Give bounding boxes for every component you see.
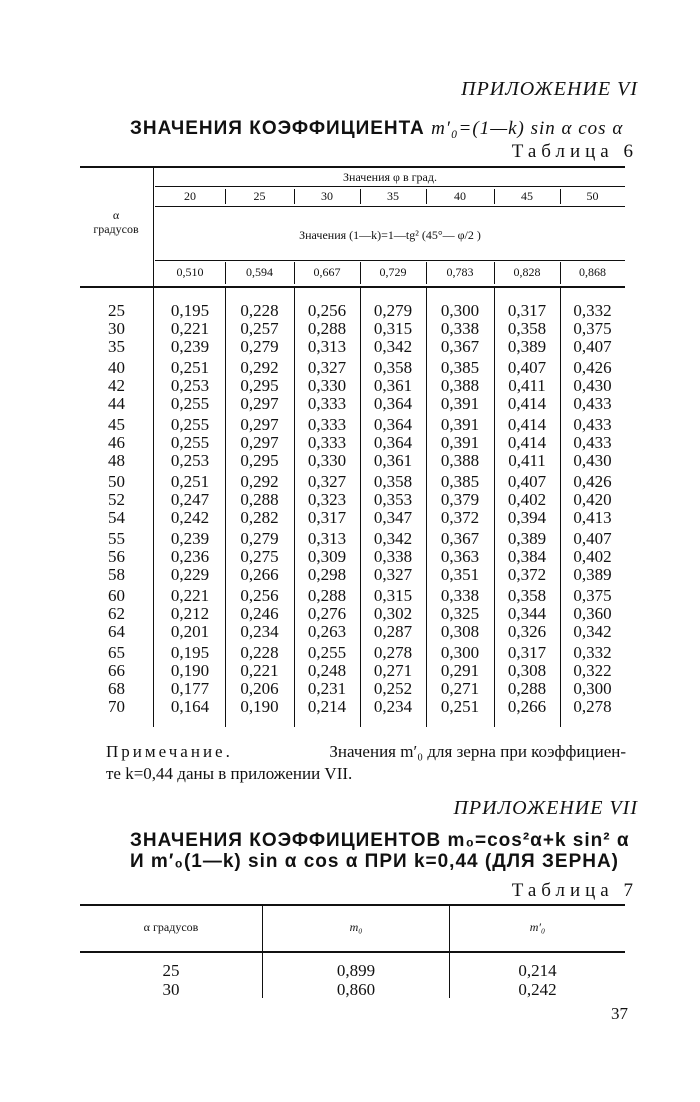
phi-value: 35 bbox=[387, 189, 399, 203]
table-cell: 0,389 bbox=[507, 529, 547, 548]
table-cell: 0,252 bbox=[373, 679, 413, 698]
table-7-alpha: 30 bbox=[162, 980, 180, 999]
table-cell: 0,229 bbox=[170, 565, 210, 584]
table-cell: 0,367 bbox=[440, 529, 480, 548]
table-cell: 0,384 bbox=[507, 547, 547, 566]
table-7-header-alpha: α градусов bbox=[143, 920, 199, 934]
table-cell: 0,255 bbox=[170, 415, 210, 434]
table-cell: 0,309 bbox=[307, 547, 347, 566]
table-cell: 0,253 bbox=[170, 376, 210, 395]
table-cell: 0,342 bbox=[373, 529, 413, 548]
alpha-value: 56 bbox=[108, 547, 125, 566]
k-col-separator bbox=[294, 262, 295, 284]
table-7-alpha: 25 bbox=[162, 961, 180, 980]
body-col-separator bbox=[360, 288, 361, 727]
table-cell: 0,332 bbox=[573, 301, 612, 320]
k-value: 0,729 bbox=[379, 265, 407, 279]
table-cell: 0,364 bbox=[373, 394, 413, 413]
table-cell: 0,313 bbox=[307, 337, 347, 356]
phi-value: 30 bbox=[321, 189, 333, 203]
phi-col-separator bbox=[560, 189, 561, 204]
table-cell: 0,288 bbox=[240, 490, 279, 509]
table-cell: 0,414 bbox=[507, 394, 547, 413]
alpha-value: 48 bbox=[108, 451, 125, 470]
phi-header: Значения φ в град. bbox=[343, 170, 437, 184]
table-cell: 0,375 bbox=[573, 319, 612, 338]
table-cell: 0,279 bbox=[373, 301, 413, 320]
table-cell: 0,433 bbox=[573, 394, 612, 413]
table-cell: 0,256 bbox=[240, 586, 279, 605]
body-col-separator bbox=[153, 288, 154, 727]
table-cell: 0,327 bbox=[307, 472, 347, 491]
table-cell: 0,212 bbox=[170, 604, 210, 623]
phi-col-separator bbox=[294, 189, 295, 204]
table-cell: 0,338 bbox=[440, 586, 480, 605]
alpha-value: 44 bbox=[108, 394, 125, 413]
table-cell: 0,287 bbox=[373, 622, 413, 641]
alpha-header-word: градусов bbox=[93, 222, 139, 236]
k-value: 0,594 bbox=[246, 265, 273, 279]
alpha-value: 45 bbox=[108, 415, 125, 434]
appendix-6-label: ПРИЛОЖЕНИЕ VI bbox=[461, 78, 638, 100]
table-cell: 0,295 bbox=[240, 376, 279, 395]
table-cell: 0,291 bbox=[440, 661, 480, 680]
table-7-header-m0-prime: m′₀ bbox=[529, 920, 546, 934]
table-cell: 0,255 bbox=[170, 394, 210, 413]
alpha-value: 25 bbox=[108, 301, 125, 320]
table-cell: 0,391 bbox=[440, 415, 480, 434]
table-cell: 0,411 bbox=[508, 451, 546, 470]
table-cell: 0,326 bbox=[507, 622, 547, 641]
table-cell: 0,414 bbox=[507, 415, 547, 434]
table-cell: 0,379 bbox=[440, 490, 480, 509]
alpha-value: 52 bbox=[108, 490, 125, 509]
table-cell: 0,246 bbox=[240, 604, 279, 623]
appendix-7-title-line-2: И m′₀(1—k) sin α cos α ПРИ k=0,44 (ДЛЯ ЗЕРНА) bbox=[130, 851, 620, 872]
table-cell: 0,361 bbox=[373, 451, 413, 470]
table-cell: 0,330 bbox=[307, 376, 347, 395]
table-cell: 0,295 bbox=[240, 451, 279, 470]
table-cell: 0,253 bbox=[170, 451, 210, 470]
table-cell: 0,201 bbox=[170, 622, 210, 641]
table-cell: 0,327 bbox=[307, 358, 347, 377]
table-cell: 0,298 bbox=[307, 565, 347, 584]
table-cell: 0,338 bbox=[440, 319, 480, 338]
table-cell: 0,271 bbox=[440, 679, 480, 698]
table-cell: 0,248 bbox=[307, 661, 347, 680]
table-cell: 0,279 bbox=[240, 529, 279, 548]
table-cell: 0,195 bbox=[170, 643, 210, 662]
table-cell: 0,388 bbox=[440, 376, 480, 395]
table-7-top-rule bbox=[80, 904, 625, 906]
table-cell: 0,367 bbox=[440, 337, 480, 356]
table-cell: 0,372 bbox=[440, 508, 480, 527]
k-formula-header: Значения (1—k)=1—tg² (45°— φ/2 ) bbox=[299, 228, 481, 242]
k-value: 0,783 bbox=[446, 265, 474, 279]
table-cell: 0,342 bbox=[573, 622, 612, 641]
table-cell: 0,332 bbox=[573, 643, 612, 662]
table-cell: 0,282 bbox=[240, 508, 279, 527]
table-cell: 0,195 bbox=[170, 301, 210, 320]
note-word: Примечание. bbox=[106, 742, 233, 761]
table-cell: 0,234 bbox=[373, 697, 413, 716]
k-formula-rule bbox=[155, 260, 625, 261]
table-cell: 0,375 bbox=[573, 586, 612, 605]
k-value: 0,828 bbox=[513, 265, 541, 279]
table-cell: 0,407 bbox=[507, 358, 547, 377]
table-cell: 0,214 bbox=[307, 697, 347, 716]
table-cell: 0,413 bbox=[573, 508, 612, 527]
table-cell: 0,263 bbox=[307, 622, 347, 641]
appendix-6-title bbox=[130, 118, 623, 140]
table-cell: 0,255 bbox=[307, 643, 347, 662]
table-cell: 0,297 bbox=[240, 415, 279, 434]
table-cell: 0,239 bbox=[170, 337, 210, 356]
table-cell: 0,190 bbox=[170, 661, 210, 680]
table-cell: 0,361 bbox=[373, 376, 413, 395]
alpha-value: 35 bbox=[108, 337, 125, 356]
table-6-header-divider bbox=[153, 168, 154, 286]
table-cell: 0,358 bbox=[373, 472, 413, 491]
body-col-separator bbox=[294, 288, 295, 727]
table-cell: 0,389 bbox=[507, 337, 547, 356]
table-cell: 0,333 bbox=[307, 433, 347, 452]
table-7-m0: 0,860 bbox=[336, 980, 376, 999]
table-cell: 0,333 bbox=[307, 415, 347, 434]
table-cell: 0,342 bbox=[373, 337, 413, 356]
table-cell: 0,292 bbox=[240, 358, 279, 377]
table-cell: 0,190 bbox=[240, 697, 279, 716]
phi-col-separator bbox=[360, 189, 361, 204]
k-col-separator bbox=[494, 262, 495, 284]
note-rest: Значения m′₀ для зерна при коэффициен- bbox=[329, 742, 626, 761]
table-cell: 0,275 bbox=[240, 547, 279, 566]
table-7-m0-prime: 0,242 bbox=[518, 980, 557, 999]
table-cell: 0,344 bbox=[507, 604, 547, 623]
table-7-header-m0: m₀ bbox=[349, 920, 363, 934]
table-cell: 0,358 bbox=[507, 319, 547, 338]
phi-values-rule bbox=[155, 206, 625, 207]
table-cell: 0,323 bbox=[307, 490, 347, 509]
table-cell: 0,351 bbox=[440, 565, 480, 584]
table-cell: 0,407 bbox=[573, 529, 612, 548]
alpha-value: 55 bbox=[108, 529, 125, 548]
table-cell: 0,330 bbox=[307, 451, 347, 470]
table-cell: 0,247 bbox=[170, 490, 210, 509]
k-value: 0,510 bbox=[176, 265, 204, 279]
table-cell: 0,385 bbox=[440, 358, 480, 377]
table-cell: 0,266 bbox=[240, 565, 279, 584]
appendix-7-label: ПРИЛОЖЕНИЕ VII bbox=[453, 797, 638, 819]
table-cell: 0,325 bbox=[440, 604, 480, 623]
table-cell: 0,266 bbox=[507, 697, 547, 716]
body-col-separator bbox=[426, 288, 427, 727]
table-cell: 0,302 bbox=[373, 604, 413, 623]
alpha-value: 58 bbox=[108, 565, 125, 584]
table-cell: 0,430 bbox=[573, 451, 612, 470]
table-cell: 0,407 bbox=[507, 472, 547, 491]
table-cell: 0,363 bbox=[440, 547, 480, 566]
table-cell: 0,358 bbox=[373, 358, 413, 377]
table-cell: 0,239 bbox=[170, 529, 210, 548]
table-cell: 0,389 bbox=[573, 565, 612, 584]
alpha-value: 46 bbox=[108, 433, 125, 452]
table-7-label: Таблица 7 bbox=[511, 880, 638, 901]
table-cell: 0,317 bbox=[307, 508, 347, 527]
page-number: 37 bbox=[611, 1004, 628, 1023]
k-value: 0,667 bbox=[313, 265, 341, 279]
table-cell: 0,313 bbox=[307, 529, 347, 548]
table-cell: 0,297 bbox=[240, 433, 279, 452]
table-cell: 0,358 bbox=[507, 586, 547, 605]
table-cell: 0,221 bbox=[240, 661, 279, 680]
table-cell: 0,414 bbox=[507, 433, 547, 452]
table-7-m0: 0,899 bbox=[336, 961, 376, 980]
body-col-separator bbox=[494, 288, 495, 727]
table-cell: 0,256 bbox=[307, 301, 347, 320]
table-cell: 0,228 bbox=[240, 643, 279, 662]
phi-header-rule bbox=[155, 186, 625, 187]
table-cell: 0,433 bbox=[573, 415, 612, 434]
table-6-header-bottom-rule bbox=[80, 286, 625, 288]
table-cell: 0,206 bbox=[240, 679, 279, 698]
table-cell: 0,288 bbox=[307, 586, 347, 605]
table-cell: 0,402 bbox=[507, 490, 547, 509]
table-cell: 0,420 bbox=[573, 490, 612, 509]
table-cell: 0,327 bbox=[373, 565, 413, 584]
table-7-header-bottom-rule bbox=[80, 951, 625, 953]
alpha-value: 54 bbox=[108, 508, 125, 527]
table-cell: 0,221 bbox=[170, 319, 210, 338]
appendix-6-title-prefix: ЗНАЧЕНИЯ КОЭФФИЦИЕНТА bbox=[130, 118, 425, 139]
table-cell: 0,228 bbox=[240, 301, 279, 320]
phi-value: 40 bbox=[454, 189, 466, 203]
table-cell: 0,292 bbox=[240, 472, 279, 491]
table-cell: 0,360 bbox=[573, 604, 612, 623]
table-cell: 0,236 bbox=[170, 547, 210, 566]
table-cell: 0,255 bbox=[170, 433, 210, 452]
body-col-separator bbox=[560, 288, 561, 727]
alpha-value: 60 bbox=[108, 586, 125, 605]
table-cell: 0,426 bbox=[573, 358, 612, 377]
phi-value: 50 bbox=[586, 189, 599, 203]
alpha-value: 64 bbox=[108, 622, 125, 641]
table-cell: 0,322 bbox=[573, 661, 612, 680]
table-cell: 0,394 bbox=[507, 508, 547, 527]
alpha-value: 68 bbox=[108, 679, 125, 698]
k-value: 0,868 bbox=[579, 265, 606, 279]
table-cell: 0,164 bbox=[170, 697, 210, 716]
table-cell: 0,251 bbox=[440, 697, 480, 716]
table-cell: 0,364 bbox=[373, 415, 413, 434]
table-cell: 0,372 bbox=[507, 565, 547, 584]
alpha-header-symbol: α bbox=[112, 208, 120, 222]
table-cell: 0,242 bbox=[170, 508, 210, 527]
table-cell: 0,279 bbox=[240, 337, 279, 356]
table-cell: 0,315 bbox=[373, 586, 413, 605]
alpha-value: 70 bbox=[108, 697, 125, 716]
table-cell: 0,391 bbox=[440, 394, 480, 413]
alpha-value: 65 bbox=[108, 643, 125, 662]
table-cell: 0,300 bbox=[573, 679, 612, 698]
k-col-separator bbox=[560, 262, 561, 284]
table-cell: 0,353 bbox=[373, 490, 413, 509]
phi-value: 45 bbox=[521, 189, 533, 203]
alpha-value: 30 bbox=[108, 319, 125, 338]
table-cell: 0,231 bbox=[307, 679, 347, 698]
table-cell: 0,347 bbox=[373, 508, 413, 527]
table-cell: 0,308 bbox=[507, 661, 547, 680]
table-cell: 0,317 bbox=[507, 301, 547, 320]
alpha-value: 66 bbox=[108, 661, 125, 680]
table-cell: 0,433 bbox=[573, 433, 612, 452]
phi-col-separator bbox=[494, 189, 495, 204]
table-6-top-rule bbox=[80, 166, 625, 168]
table-cell: 0,317 bbox=[507, 643, 547, 662]
table-cell: 0,288 bbox=[307, 319, 347, 338]
appendix-6-title-formula: m′₀=(1—k) sin α cos α bbox=[431, 118, 624, 139]
body-col-separator bbox=[225, 288, 226, 727]
phi-col-separator bbox=[225, 189, 226, 204]
table-cell: 0,276 bbox=[307, 604, 347, 623]
table-cell: 0,278 bbox=[373, 643, 413, 662]
table-cell: 0,288 bbox=[507, 679, 547, 698]
table-cell: 0,251 bbox=[170, 358, 210, 377]
table-cell: 0,315 bbox=[373, 319, 413, 338]
table-cell: 0,407 bbox=[573, 337, 612, 356]
table-cell: 0,177 bbox=[170, 679, 210, 698]
table-cell: 0,297 bbox=[240, 394, 279, 413]
table-cell: 0,234 bbox=[240, 622, 279, 641]
note bbox=[106, 741, 626, 785]
k-col-separator bbox=[426, 262, 427, 284]
table-cell: 0,364 bbox=[373, 433, 413, 452]
table-cell: 0,271 bbox=[373, 661, 413, 680]
k-col-separator bbox=[225, 262, 226, 284]
table-cell: 0,402 bbox=[573, 547, 612, 566]
table-cell: 0,411 bbox=[508, 376, 546, 395]
table-cell: 0,385 bbox=[440, 472, 480, 491]
table-cell: 0,333 bbox=[307, 394, 347, 413]
table-cell: 0,251 bbox=[170, 472, 210, 491]
table-cell: 0,257 bbox=[240, 319, 279, 338]
alpha-value: 50 bbox=[108, 472, 125, 491]
phi-value: 25 bbox=[253, 189, 266, 203]
table-cell: 0,300 bbox=[440, 301, 480, 320]
table-cell: 0,221 bbox=[170, 586, 210, 605]
table-cell: 0,278 bbox=[573, 697, 612, 716]
table-cell: 0,388 bbox=[440, 451, 480, 470]
alpha-header bbox=[80, 208, 152, 236]
phi-col-separator bbox=[426, 189, 427, 204]
alpha-value: 42 bbox=[108, 376, 125, 395]
table-cell: 0,338 bbox=[373, 547, 413, 566]
k-col-separator bbox=[360, 262, 361, 284]
table-cell: 0,430 bbox=[573, 376, 612, 395]
alpha-value: 40 bbox=[108, 358, 125, 377]
table-cell: 0,308 bbox=[440, 622, 480, 641]
table-cell: 0,426 bbox=[573, 472, 612, 491]
phi-value: 20 bbox=[184, 189, 196, 203]
appendix-7-title-line-1: ЗНАЧЕНИЯ КОЭФФИЦИЕНТОВ m₀=cos²α+k sin² α bbox=[130, 830, 630, 851]
table-cell: 0,300 bbox=[440, 643, 480, 662]
table-cell: 0,391 bbox=[440, 433, 480, 452]
note-line-2: те k=0,44 даны в приложении VII. bbox=[106, 764, 353, 783]
table-6-label: Таблица 6 bbox=[511, 141, 638, 162]
alpha-value: 62 bbox=[108, 604, 125, 623]
table-7-m0-prime: 0,214 bbox=[518, 961, 557, 980]
